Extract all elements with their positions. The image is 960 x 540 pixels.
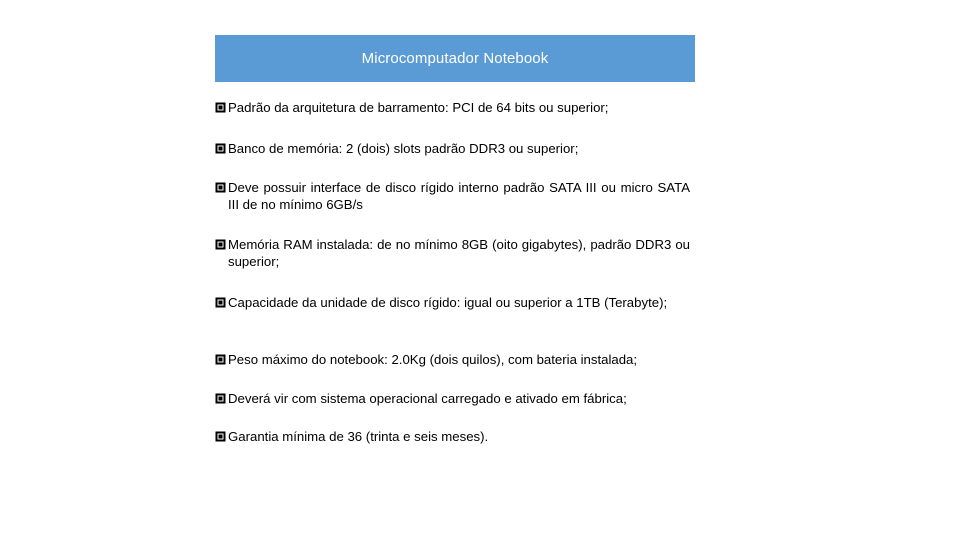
list-item-text: Deve possuir interface de disco rígido interno padrão SATA III ou micro SATA III de no mínimo 6GB/s [228, 180, 690, 212]
square-bullet-icon [215, 236, 228, 253]
square-bullet-icon [215, 294, 228, 311]
square-bullet-icon [215, 428, 228, 445]
list-item-text: Padrão da arquitetura de barramento: PCI de 64 bits ou superior; [228, 100, 609, 115]
list-item-text: Peso máximo do notebook: 2.0Kg (dois quilos), com bateria instalada; [228, 352, 638, 367]
square-bullet-icon [215, 99, 228, 116]
list-item-text: Banco de memória: 2 (dois) slots padrão DDR3 ou superior; [228, 141, 579, 156]
list-item [215, 390, 690, 407]
slide-title: Microcomputador Notebook [361, 50, 549, 67]
list-item-text: Garantia mínima de 36 (trinta e seis meses). [228, 429, 489, 444]
requirements-list [215, 0, 690, 540]
list-item [215, 351, 690, 368]
list-item [215, 236, 690, 270]
square-bullet-icon [215, 140, 228, 157]
list-item-text: Deverá vir com sistema operacional carregado e ativado em fábrica; [228, 391, 627, 406]
list-item [215, 99, 690, 116]
list-item [215, 140, 690, 157]
list-item-text: Capacidade da unidade de disco rígido: igual ou superior a 1TB (Terabyte); [228, 295, 668, 310]
list-item [215, 428, 690, 445]
square-bullet-icon [215, 351, 228, 368]
list-item [215, 294, 690, 311]
list-item [215, 179, 690, 213]
list-item-text: Memória RAM instalada: de no mínimo 8GB (oito gigabytes), padrão DDR3 ou superior; [228, 237, 690, 269]
square-bullet-icon [215, 179, 228, 196]
square-bullet-icon [215, 390, 228, 407]
